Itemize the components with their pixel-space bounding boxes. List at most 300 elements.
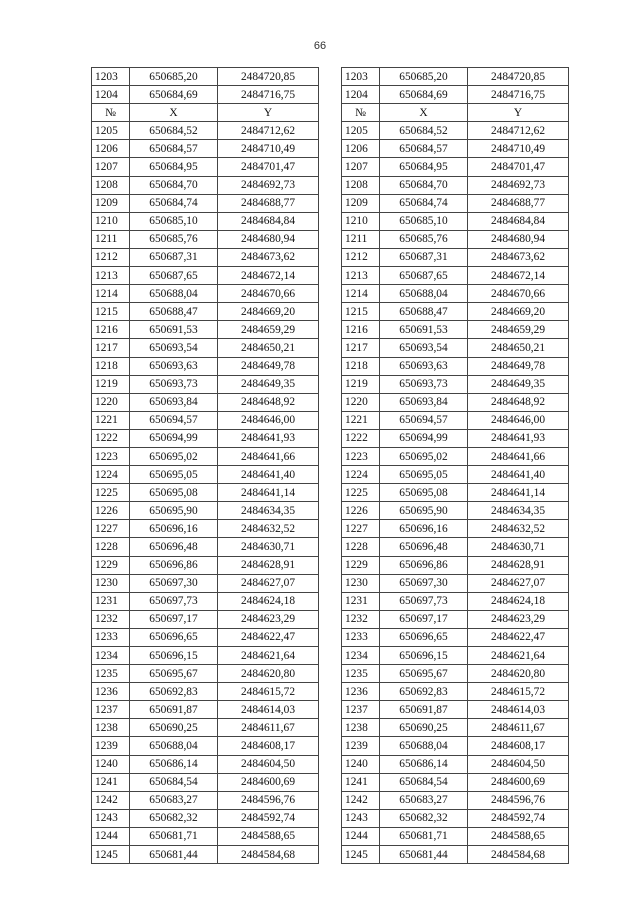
y-coordinate: 2484622,47 — [468, 628, 569, 646]
table-row — [92, 429, 569, 447]
point-number: 1245 — [92, 846, 130, 864]
table-row — [92, 339, 569, 357]
y-coordinate: 2484641,66 — [218, 447, 319, 465]
x-coordinate: 650681,71 — [380, 827, 468, 845]
x-coordinate: 650696,86 — [130, 556, 218, 574]
point-number: 1212 — [92, 248, 130, 266]
header-y: Y — [468, 104, 569, 122]
y-coordinate: 2484623,29 — [218, 610, 319, 628]
y-coordinate: 2484588,65 — [218, 827, 319, 845]
y-coordinate: 2484650,21 — [468, 339, 569, 357]
y-coordinate: 2484627,07 — [468, 574, 569, 592]
point-number: 1244 — [342, 827, 380, 845]
header-x: X — [380, 104, 468, 122]
x-coordinate: 650695,67 — [130, 665, 218, 683]
y-coordinate: 2484592,74 — [468, 809, 569, 827]
y-coordinate: 2484649,35 — [218, 375, 319, 393]
column-gap — [319, 665, 342, 683]
column-gap — [319, 321, 342, 339]
column-gap — [319, 68, 342, 86]
x-coordinate: 650684,95 — [130, 158, 218, 176]
column-gap — [319, 827, 342, 845]
point-number: 1221 — [92, 411, 130, 429]
x-coordinate: 650694,57 — [380, 411, 468, 429]
y-coordinate: 2484628,91 — [468, 556, 569, 574]
column-gap — [319, 447, 342, 465]
y-coordinate: 2484611,67 — [468, 719, 569, 737]
y-coordinate: 2484588,65 — [468, 827, 569, 845]
column-gap — [319, 248, 342, 266]
x-coordinate: 650695,67 — [380, 665, 468, 683]
y-coordinate: 2484646,00 — [468, 411, 569, 429]
column-gap — [319, 502, 342, 520]
x-coordinate: 650688,04 — [130, 737, 218, 755]
table-row — [92, 122, 569, 140]
y-coordinate: 2484659,29 — [218, 321, 319, 339]
point-number: 1221 — [342, 411, 380, 429]
y-coordinate: 2484584,68 — [468, 846, 569, 864]
point-number: 1237 — [92, 701, 130, 719]
table-row — [92, 466, 569, 484]
column-gap — [319, 556, 342, 574]
point-number: 1207 — [92, 158, 130, 176]
table-row — [92, 538, 569, 556]
y-coordinate: 2484632,52 — [218, 520, 319, 538]
y-coordinate: 2484716,75 — [218, 86, 319, 104]
table-row — [92, 411, 569, 429]
y-coordinate: 2484710,49 — [218, 140, 319, 158]
x-coordinate: 650687,31 — [380, 248, 468, 266]
table-header-row — [92, 104, 569, 122]
column-gap — [319, 230, 342, 248]
x-coordinate: 650696,16 — [130, 520, 218, 538]
column-gap — [319, 610, 342, 628]
point-number: 1219 — [92, 375, 130, 393]
x-coordinate: 650696,48 — [130, 538, 218, 556]
x-coordinate: 650684,52 — [130, 122, 218, 140]
x-coordinate: 650695,90 — [380, 502, 468, 520]
y-coordinate: 2484630,71 — [468, 538, 569, 556]
point-number: 1224 — [342, 466, 380, 484]
x-coordinate: 650690,25 — [380, 719, 468, 737]
x-coordinate: 650693,54 — [130, 339, 218, 357]
point-number: 1232 — [92, 610, 130, 628]
point-number: 1238 — [92, 719, 130, 737]
point-number: 1242 — [342, 791, 380, 809]
y-coordinate: 2484680,94 — [218, 230, 319, 248]
point-number: 1233 — [92, 628, 130, 646]
y-coordinate: 2484584,68 — [218, 846, 319, 864]
x-coordinate: 650696,15 — [130, 647, 218, 665]
y-coordinate: 2484648,92 — [468, 393, 569, 411]
y-coordinate: 2484641,93 — [468, 429, 569, 447]
column-gap — [319, 375, 342, 393]
table-row — [92, 755, 569, 773]
x-coordinate: 650696,15 — [380, 647, 468, 665]
point-number: 1212 — [342, 248, 380, 266]
coordinates-table-body — [92, 68, 569, 864]
y-coordinate: 2484620,80 — [468, 665, 569, 683]
x-coordinate: 650695,05 — [380, 466, 468, 484]
table-row — [92, 502, 569, 520]
x-coordinate: 650693,73 — [380, 375, 468, 393]
x-coordinate: 650693,84 — [380, 393, 468, 411]
y-coordinate: 2484623,29 — [468, 610, 569, 628]
point-number: 1240 — [342, 755, 380, 773]
table-row — [92, 68, 569, 86]
x-coordinate: 650696,65 — [380, 628, 468, 646]
x-coordinate: 650685,76 — [380, 230, 468, 248]
y-coordinate: 2484634,35 — [468, 502, 569, 520]
column-gap — [319, 339, 342, 357]
point-number: 1231 — [92, 592, 130, 610]
point-number: 1220 — [92, 393, 130, 411]
y-coordinate: 2484620,80 — [218, 665, 319, 683]
point-number: 1239 — [342, 737, 380, 755]
y-coordinate: 2484710,49 — [468, 140, 569, 158]
point-number: 1243 — [92, 809, 130, 827]
point-number: 1214 — [342, 285, 380, 303]
y-coordinate: 2484604,50 — [218, 755, 319, 773]
y-coordinate: 2484692,73 — [218, 176, 319, 194]
point-number: 1214 — [92, 285, 130, 303]
point-number: 1204 — [92, 86, 130, 104]
y-coordinate: 2484720,85 — [468, 68, 569, 86]
point-number: 1220 — [342, 393, 380, 411]
point-number: 1217 — [92, 339, 130, 357]
x-coordinate: 650696,65 — [130, 628, 218, 646]
x-coordinate: 650682,32 — [130, 809, 218, 827]
y-coordinate: 2484592,74 — [218, 809, 319, 827]
point-number: 1218 — [92, 357, 130, 375]
point-number: 1223 — [92, 447, 130, 465]
point-number: 1222 — [342, 429, 380, 447]
point-number: 1236 — [342, 683, 380, 701]
y-coordinate: 2484649,78 — [468, 357, 569, 375]
column-gap — [319, 466, 342, 484]
point-number: 1211 — [342, 230, 380, 248]
point-number: 1229 — [342, 556, 380, 574]
point-number: 1216 — [342, 321, 380, 339]
point-number: 1226 — [342, 502, 380, 520]
point-number: 1237 — [342, 701, 380, 719]
point-number: 1227 — [92, 520, 130, 538]
point-number: 1234 — [342, 647, 380, 665]
y-coordinate: 2484701,47 — [468, 158, 569, 176]
y-coordinate: 2484614,03 — [468, 701, 569, 719]
x-coordinate: 650684,70 — [380, 176, 468, 194]
y-coordinate: 2484670,66 — [468, 285, 569, 303]
table-row — [92, 140, 569, 158]
y-coordinate: 2484624,18 — [468, 592, 569, 610]
table-row — [92, 267, 569, 285]
x-coordinate: 650693,54 — [380, 339, 468, 357]
column-gap — [319, 683, 342, 701]
y-coordinate: 2484712,62 — [468, 122, 569, 140]
x-coordinate: 650685,20 — [130, 68, 218, 86]
point-number: 1213 — [92, 267, 130, 285]
table-row — [92, 176, 569, 194]
x-coordinate: 650693,73 — [130, 375, 218, 393]
x-coordinate: 650696,16 — [380, 520, 468, 538]
y-coordinate: 2484641,93 — [218, 429, 319, 447]
table-row — [92, 230, 569, 248]
y-coordinate: 2484634,35 — [218, 502, 319, 520]
y-coordinate: 2484672,14 — [218, 267, 319, 285]
point-number: 1242 — [92, 791, 130, 809]
point-number: 1230 — [342, 574, 380, 592]
x-coordinate: 650693,84 — [130, 393, 218, 411]
point-number: 1205 — [92, 122, 130, 140]
table-row — [92, 357, 569, 375]
y-coordinate: 2484649,78 — [218, 357, 319, 375]
x-coordinate: 650695,02 — [380, 447, 468, 465]
x-coordinate: 650688,04 — [130, 285, 218, 303]
point-number: 1227 — [342, 520, 380, 538]
x-coordinate: 650691,53 — [130, 321, 218, 339]
x-coordinate: 650683,27 — [130, 791, 218, 809]
point-number: 1203 — [92, 68, 130, 86]
x-coordinate: 650685,76 — [130, 230, 218, 248]
x-coordinate: 650685,20 — [380, 68, 468, 86]
y-coordinate: 2484672,14 — [468, 267, 569, 285]
x-coordinate: 650681,44 — [380, 846, 468, 864]
y-coordinate: 2484641,66 — [468, 447, 569, 465]
point-number: 1228 — [92, 538, 130, 556]
table-row — [92, 285, 569, 303]
y-coordinate: 2484659,29 — [468, 321, 569, 339]
column-gap — [319, 574, 342, 592]
column-gap — [319, 592, 342, 610]
column-gap — [319, 303, 342, 321]
x-coordinate: 650682,32 — [380, 809, 468, 827]
column-gap — [319, 429, 342, 447]
header-x: X — [130, 104, 218, 122]
y-coordinate: 2484615,72 — [218, 683, 319, 701]
table-row — [92, 520, 569, 538]
y-coordinate: 2484701,47 — [218, 158, 319, 176]
column-gap — [319, 285, 342, 303]
point-number: 1207 — [342, 158, 380, 176]
point-number: 1215 — [342, 303, 380, 321]
table-row — [92, 321, 569, 339]
point-number: 1217 — [342, 339, 380, 357]
page-number: 66 — [313, 40, 327, 52]
column-gap — [319, 393, 342, 411]
table-row — [92, 719, 569, 737]
x-coordinate: 650688,47 — [380, 303, 468, 321]
y-coordinate: 2484628,91 — [218, 556, 319, 574]
table-row — [92, 628, 569, 646]
x-coordinate: 650684,52 — [380, 122, 468, 140]
column-gap — [319, 104, 342, 122]
table-row — [92, 447, 569, 465]
y-coordinate: 2484596,76 — [468, 791, 569, 809]
point-number: 1211 — [92, 230, 130, 248]
point-number: 1224 — [92, 466, 130, 484]
table-row — [92, 773, 569, 791]
x-coordinate: 650695,90 — [130, 502, 218, 520]
column-gap — [319, 484, 342, 502]
x-coordinate: 650692,83 — [380, 683, 468, 701]
y-coordinate: 2484716,75 — [468, 86, 569, 104]
table-row — [92, 574, 569, 592]
x-coordinate: 650695,02 — [130, 447, 218, 465]
y-coordinate: 2484641,14 — [218, 484, 319, 502]
column-gap — [319, 846, 342, 864]
y-coordinate: 2484608,17 — [218, 737, 319, 755]
column-gap — [319, 140, 342, 158]
y-coordinate: 2484615,72 — [468, 683, 569, 701]
y-coordinate: 2484712,62 — [218, 122, 319, 140]
column-gap — [319, 86, 342, 104]
y-coordinate: 2484632,52 — [468, 520, 569, 538]
x-coordinate: 650686,14 — [130, 755, 218, 773]
x-coordinate: 650696,86 — [380, 556, 468, 574]
y-coordinate: 2484641,40 — [468, 466, 569, 484]
x-coordinate: 650684,74 — [380, 194, 468, 212]
column-gap — [319, 791, 342, 809]
column-gap — [319, 267, 342, 285]
x-coordinate: 650684,57 — [380, 140, 468, 158]
point-number: 1241 — [92, 773, 130, 791]
y-coordinate: 2484669,20 — [468, 303, 569, 321]
point-number: 1225 — [342, 484, 380, 502]
x-coordinate: 650695,05 — [130, 466, 218, 484]
point-number: 1244 — [92, 827, 130, 845]
point-number: 1235 — [92, 665, 130, 683]
y-coordinate: 2484669,20 — [218, 303, 319, 321]
y-coordinate: 2484622,47 — [218, 628, 319, 646]
column-gap — [319, 122, 342, 140]
x-coordinate: 650681,71 — [130, 827, 218, 845]
y-coordinate: 2484608,17 — [468, 737, 569, 755]
table-row — [92, 484, 569, 502]
y-coordinate: 2484673,62 — [468, 248, 569, 266]
y-coordinate: 2484641,40 — [218, 466, 319, 484]
point-number: 1236 — [92, 683, 130, 701]
y-coordinate: 2484650,21 — [218, 339, 319, 357]
point-number: 1232 — [342, 610, 380, 628]
point-number: 1204 — [342, 86, 380, 104]
point-number: 1223 — [342, 447, 380, 465]
column-gap — [319, 212, 342, 230]
table-row — [92, 647, 569, 665]
y-coordinate: 2484648,92 — [218, 393, 319, 411]
column-gap — [319, 737, 342, 755]
table-row — [92, 212, 569, 230]
table-row — [92, 194, 569, 212]
x-coordinate: 650697,73 — [130, 592, 218, 610]
point-number: 1226 — [92, 502, 130, 520]
column-gap — [319, 411, 342, 429]
y-coordinate: 2484600,69 — [468, 773, 569, 791]
header-number: № — [92, 104, 130, 122]
point-number: 1213 — [342, 267, 380, 285]
column-gap — [319, 628, 342, 646]
point-number: 1230 — [92, 574, 130, 592]
header-number: № — [342, 104, 380, 122]
table-row — [92, 393, 569, 411]
y-coordinate: 2484614,03 — [218, 701, 319, 719]
table-row — [92, 701, 569, 719]
x-coordinate: 650687,65 — [380, 267, 468, 285]
column-gap — [319, 538, 342, 556]
x-coordinate: 650691,87 — [380, 701, 468, 719]
y-coordinate: 2484684,84 — [218, 212, 319, 230]
point-number: 1218 — [342, 357, 380, 375]
x-coordinate: 650688,47 — [130, 303, 218, 321]
x-coordinate: 650684,54 — [130, 773, 218, 791]
table-row — [92, 809, 569, 827]
column-gap — [319, 158, 342, 176]
table-row — [92, 737, 569, 755]
x-coordinate: 650695,08 — [380, 484, 468, 502]
y-coordinate: 2484649,35 — [468, 375, 569, 393]
point-number: 1222 — [92, 429, 130, 447]
x-coordinate: 650684,70 — [130, 176, 218, 194]
point-number: 1239 — [92, 737, 130, 755]
y-coordinate: 2484621,64 — [218, 647, 319, 665]
table-row — [92, 303, 569, 321]
x-coordinate: 650697,30 — [380, 574, 468, 592]
x-coordinate: 650694,99 — [380, 429, 468, 447]
table-row — [92, 248, 569, 266]
y-coordinate: 2484646,00 — [218, 411, 319, 429]
point-number: 1205 — [342, 122, 380, 140]
y-coordinate: 2484624,18 — [218, 592, 319, 610]
table-row — [92, 827, 569, 845]
y-coordinate: 2484684,84 — [468, 212, 569, 230]
x-coordinate: 650691,87 — [130, 701, 218, 719]
x-coordinate: 650694,57 — [130, 411, 218, 429]
table-row — [92, 375, 569, 393]
x-coordinate: 650684,57 — [130, 140, 218, 158]
table-row — [92, 665, 569, 683]
point-number: 1208 — [342, 176, 380, 194]
y-coordinate: 2484621,64 — [468, 647, 569, 665]
point-number: 1219 — [342, 375, 380, 393]
point-number: 1209 — [342, 194, 380, 212]
x-coordinate: 650686,14 — [380, 755, 468, 773]
y-coordinate: 2484720,85 — [218, 68, 319, 86]
x-coordinate: 650681,44 — [130, 846, 218, 864]
x-coordinate: 650697,30 — [130, 574, 218, 592]
x-coordinate: 650684,69 — [380, 86, 468, 104]
x-coordinate: 650684,69 — [130, 86, 218, 104]
x-coordinate: 650684,54 — [380, 773, 468, 791]
y-coordinate: 2484673,62 — [218, 248, 319, 266]
y-coordinate: 2484680,94 — [468, 230, 569, 248]
x-coordinate: 650697,73 — [380, 592, 468, 610]
y-coordinate: 2484596,76 — [218, 791, 319, 809]
point-number: 1229 — [92, 556, 130, 574]
point-number: 1210 — [92, 212, 130, 230]
x-coordinate: 650693,63 — [380, 357, 468, 375]
point-number: 1228 — [342, 538, 380, 556]
column-gap — [319, 755, 342, 773]
x-coordinate: 650690,25 — [130, 719, 218, 737]
y-coordinate: 2484692,73 — [468, 176, 569, 194]
column-gap — [319, 647, 342, 665]
column-gap — [319, 773, 342, 791]
x-coordinate: 650685,10 — [130, 212, 218, 230]
column-gap — [319, 520, 342, 538]
point-number: 1241 — [342, 773, 380, 791]
point-number: 1210 — [342, 212, 380, 230]
x-coordinate: 650687,31 — [130, 248, 218, 266]
point-number: 1235 — [342, 665, 380, 683]
